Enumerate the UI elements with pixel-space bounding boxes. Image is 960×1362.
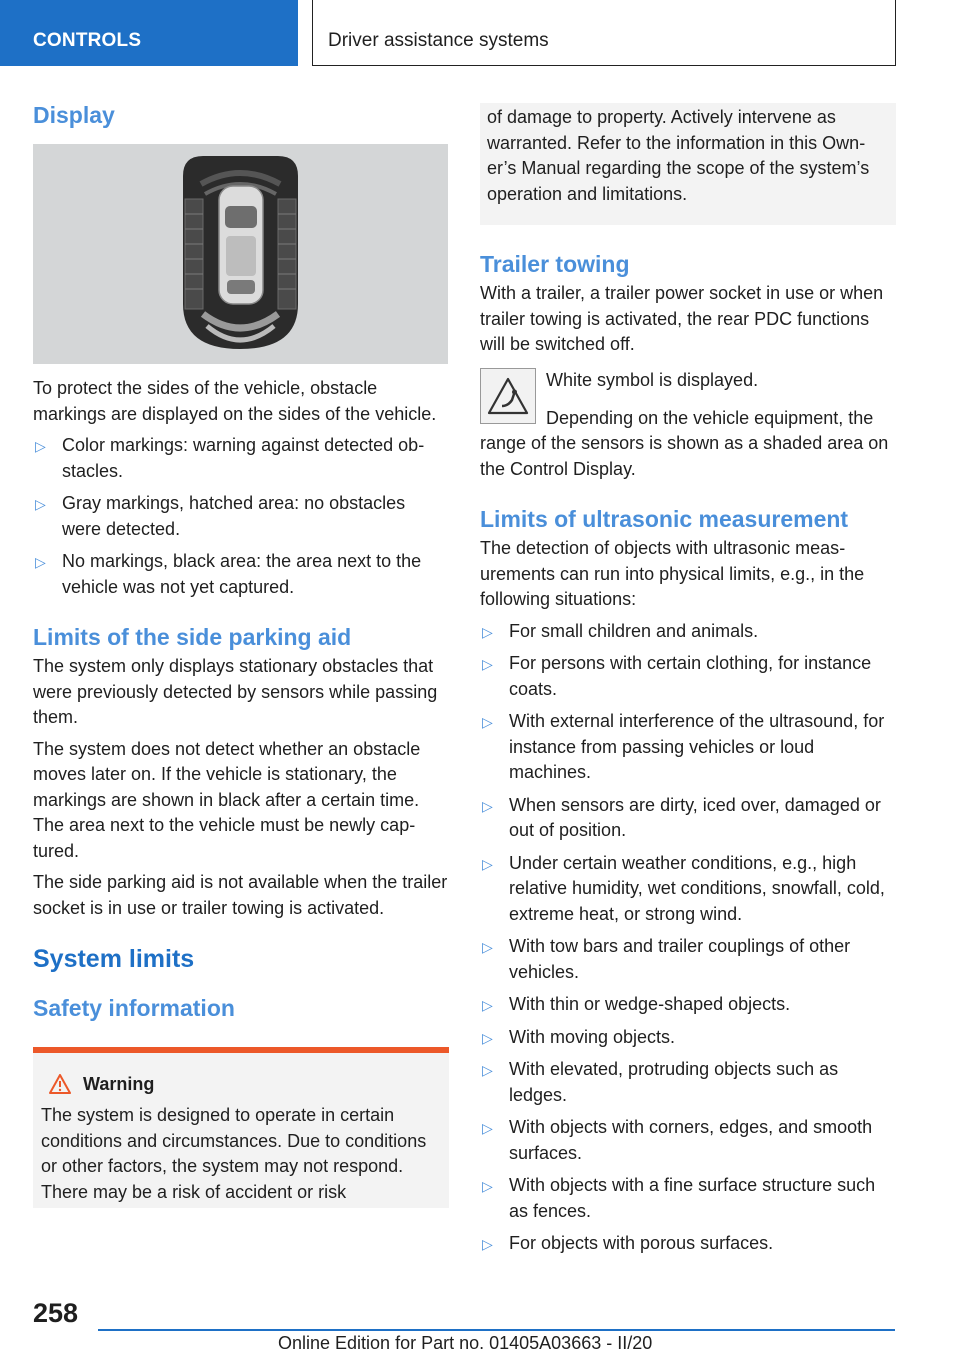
trailer-symbol-icon: [480, 368, 536, 424]
display-heading: Display: [33, 102, 115, 128]
list-item: ▷ Color markings: warning against detected obstacles.: [35, 435, 425, 481]
list-item: ▷ With objects with a fine surface structure such as fences.: [482, 1175, 876, 1221]
list-item: ▷ With moving objects.: [482, 1026, 676, 1047]
warning-text: The system is designed to operate in certain conditions and circumstances. Due to conditions or other factors, the system may not respond. There may be a risk of accident or risk: [41, 1105, 427, 1202]
limits-heading: Limits of the side parking aid: [33, 624, 352, 650]
safety-heading: Safety information: [33, 995, 235, 1021]
limits-paragraph: The side parking aid is not available when the trailer socket is in use or trailer towing is activated.: [33, 872, 448, 918]
bullet-triangle-icon: ▷: [482, 939, 493, 955]
warning-continued: of damage to property. Actively intervene as warranted. Refer to the information in this Owner’s Manual regarding the scope of the system’s operation and limitations.: [480, 103, 896, 225]
trailer-text: With a trailer, a trailer power socket in use or when trailer towing is activated, the rear PDC functions will be switched off.: [480, 283, 884, 354]
range-text: Depending on the vehicle equipment, the range of the sensors is shown as a shaded area on the Control Display.: [480, 407, 889, 479]
limits-paragraph: The system only displays stationary obstacles that were previously detected by sensors while passing them.: [33, 656, 438, 727]
bullet-triangle-icon: ▷: [35, 438, 46, 454]
list-item: ▷ With objects with corners, edges, and smooth surfaces.: [482, 1117, 873, 1163]
bullet-triangle-icon: ▷: [482, 714, 493, 730]
edition-text: Online Edition for Part no. 01405A03663 - II/20: [278, 1333, 653, 1353]
chapter-title: Driver assistance systems: [312, 0, 896, 66]
warning-box: [33, 1047, 449, 1208]
warning-triangle-icon: [49, 1074, 71, 1094]
list-item: ▷ No markings, black area: the area next to the vehicle was not yet captured.: [35, 551, 422, 597]
bullet-triangle-icon: ▷: [35, 496, 46, 512]
markings-list: [33, 433, 449, 600]
bullet-triangle-icon: ▷: [482, 656, 493, 672]
situations-list: [480, 619, 896, 1257]
trailer-heading: Trailer towing: [480, 251, 630, 277]
bullet-triangle-icon: ▷: [482, 797, 493, 814]
list-item: ▷ Gray markings, hatched area: no obstacles were detected.: [35, 493, 406, 539]
system-limits-heading: System limits: [33, 945, 195, 973]
left-column: [33, 100, 449, 1208]
list-item: ▷ When sensors are dirty, iced over, damaged or out of position.: [482, 794, 881, 840]
limits-paragraph: The system does not detect whether an obstacle moves later on. If the vehicle is stationary, the markings are shown in black after a certain time. The area next to the vehicle must be newly captured.: [33, 738, 421, 861]
bullet-triangle-icon: ▷: [482, 1029, 493, 1046]
list-item: ▷ With elevated, protruding objects such as ledges.: [482, 1059, 839, 1105]
bullet-triangle-icon: ▷: [35, 554, 46, 570]
list-item: ▷ For persons with certain clothing, for instance coats.: [482, 653, 872, 699]
bullet-triangle-icon: ▷: [482, 997, 493, 1013]
bullet-triangle-icon: ▷: [482, 623, 493, 640]
list-item: ▷ With external interference of the ultrasound, for instance from passing vehicles or loud machines.: [482, 711, 885, 782]
warning-label: Warning: [83, 1074, 155, 1094]
ultrasonic-intro: The detection of objects with ultrasonic measurements can run into physical limits, e.g., in the following situations:: [480, 538, 865, 609]
list-item: ▷ For small children and animals.: [482, 620, 759, 641]
bullet-triangle-icon: ▷: [482, 1120, 493, 1136]
ultrasonic-heading: Limits of ultrasonic measurement: [480, 506, 849, 532]
bullet-triangle-icon: ▷: [482, 855, 493, 872]
bullet-triangle-icon: ▷: [482, 1178, 493, 1194]
bullet-triangle-icon: ▷: [482, 1062, 493, 1078]
warning-header: [41, 1073, 441, 1095]
parking-aid-figure: [33, 144, 448, 364]
display-intro: To protect the sides of the vehicle, obstacle markings are displayed on the sides of the vehicle.: [33, 378, 437, 424]
symbol-text: White symbol is displayed.: [546, 369, 759, 390]
page-number: 258: [33, 1298, 79, 1328]
list-item: ▷ For objects with porous surfaces.: [482, 1233, 774, 1253]
section-tab: CONTROLS: [0, 0, 298, 66]
right-column: [480, 103, 896, 1264]
list-item: ▷ With thin or wedge-shaped objects.: [482, 994, 791, 1014]
parking-view-illustration: [33, 144, 448, 364]
list-item: ▷ Under certain weather conditions, e.g., high relative humidity, wet conditions, snowfall, cold, extreme heat, or strong wind.: [482, 852, 885, 924]
list-item: ▷ With tow bars and trailer couplings of other vehicles.: [482, 936, 851, 982]
footer-divider: [98, 1329, 895, 1331]
bullet-triangle-icon: ▷: [482, 1236, 493, 1252]
